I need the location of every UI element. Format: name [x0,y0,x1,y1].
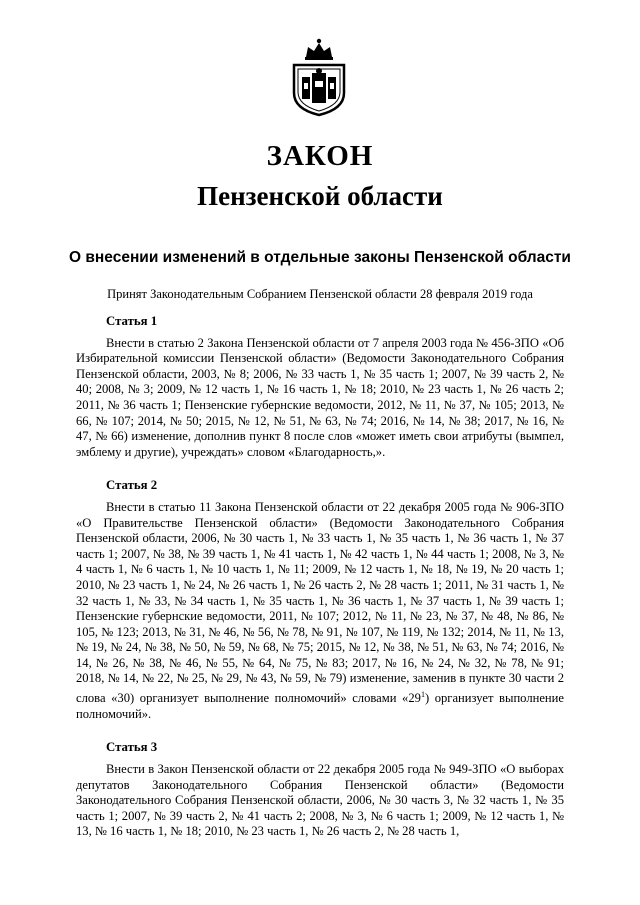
article-3-title: Статья 3 [106,740,158,755]
adoption-note: Принят Законодательным Собранием Пензенской области 28 февраля 2019 года [107,287,533,301]
article-2-text-main: Внести в статью 11 Закона Пензенской области от 22 декабря 2005 года № 906-ЗПО «О Правительстве Пензенской области» (Ведомости Законодательного Собрания Пензенской области, 2006, № 30 часть 1, № 33 часть 1, № 35 часть 1, № 36 часть 1, № 37 часть 1; 2007, № 38, № 39 часть 1, № 41 часть 1, № 42 часть 1, № 44 часть 1; 2008, № 3, № 4 часть 1, № 6 часть 1, № 10 часть 1, № 11; 2009, № 12 часть 1, № 18, № 19, № 20 часть 1; 2010, № 23 часть 1, № 24, № 26 часть 1, № 26 часть 2, № 28 часть 1; 2011, № 31 часть 1, № 32 часть 1, № 33, № 34 часть 1, № 35 часть 1, № 36 часть 1, № 37 часть 1, № 39 часть 1; Пензенские губернские ведомости, 2011, № 107; 2012, № 11, № 23, № 37, № 48, № 86, № 105, № 123; 2013, № 31, № 46, № 56, № 78, № 91, № 107, № 119, № 132; 2014, № 11, № 13, № 19, № 24, № 38, № 50, № 59, № 68, № 75; 2015, № 12, № 38, № 51, № 63, № 74; 2016, № 14, № 26, № 38, № 46, № 55, № 64, № 75, № 83; 2017, № 16, № 24, № 32, № 78, № 91; 2018, № 14, № 22, № 25, № 29, № 43, № 59, № 79) изменение, заменив в пункте 30 части 2 слова «30) организует выполнение полномочий» словами «29 [76,499,564,706]
document-heading: О внесении изменений в отдельные законы Пензенской области [69,249,571,266]
article-1-text: Внести в статью 2 Закона Пензенской области от 7 апреля 2003 года № 456-ЗПО «Об Избирательной комиссии Пензенской области» (Ведомости Законодательного Собрания Пензенской области, 2003, № 8; 2006, № 33 часть 1, № 35 часть 1; 2007, № 39 часть 2, № 40; 2008, № 3; 2009, № 12 часть 1, № 16 часть 1, № 18; 2010, № 23 часть 1, № 26 часть 2; 2011, № 36 часть 1; Пензенские губернские ведомости, 2012, № 11, № 37, № 105; 2013, № 66, № 107; 2014, № 50; 2015, № 12, № 51, № 63, № 74; 2016, № 14, № 38; 2017, № 16, № 47, № 66) изменение, дополнив пункт 8 после слов «может иметь свои атрибуты (вымпел, эмблему и другие), учреждать» словом «Благодарность,». [76,335,564,459]
penza-coat-of-arms-icon [288,35,350,117]
article-2-text [76,500,564,723]
article-3-text: Внести в Закон Пензенской области от 22 декабря 2005 года № 949-ЗПО «О выборах депутатов Законодательного Собрания Пензенской области» (Ведомости Законодательного Собрания Пензенской области, 2006, № 30 часть 3, № 32 часть 1, № 35 часть 1; 2007, № 39 часть 2, № 41 часть 2; 2008, № 3, № 6 часть 1; 2009, № 12 часть 1, № 13, № 16 часть 1, № 18; 2010, № 23 часть 1, № 26 часть 2, № 28 часть 1, [76,762,564,839]
document-title: ЗАКОН [266,140,374,172]
article-2-title: Статья 2 [106,478,158,493]
article-1-title: Статья 1 [106,314,158,328]
document-body [76,314,564,858]
article-2-text-end: ) организует выполнение полномочий». [76,691,564,721]
document-subtitle: Пензенской области [197,181,443,211]
article-2-superscript: 1 [420,690,425,700]
